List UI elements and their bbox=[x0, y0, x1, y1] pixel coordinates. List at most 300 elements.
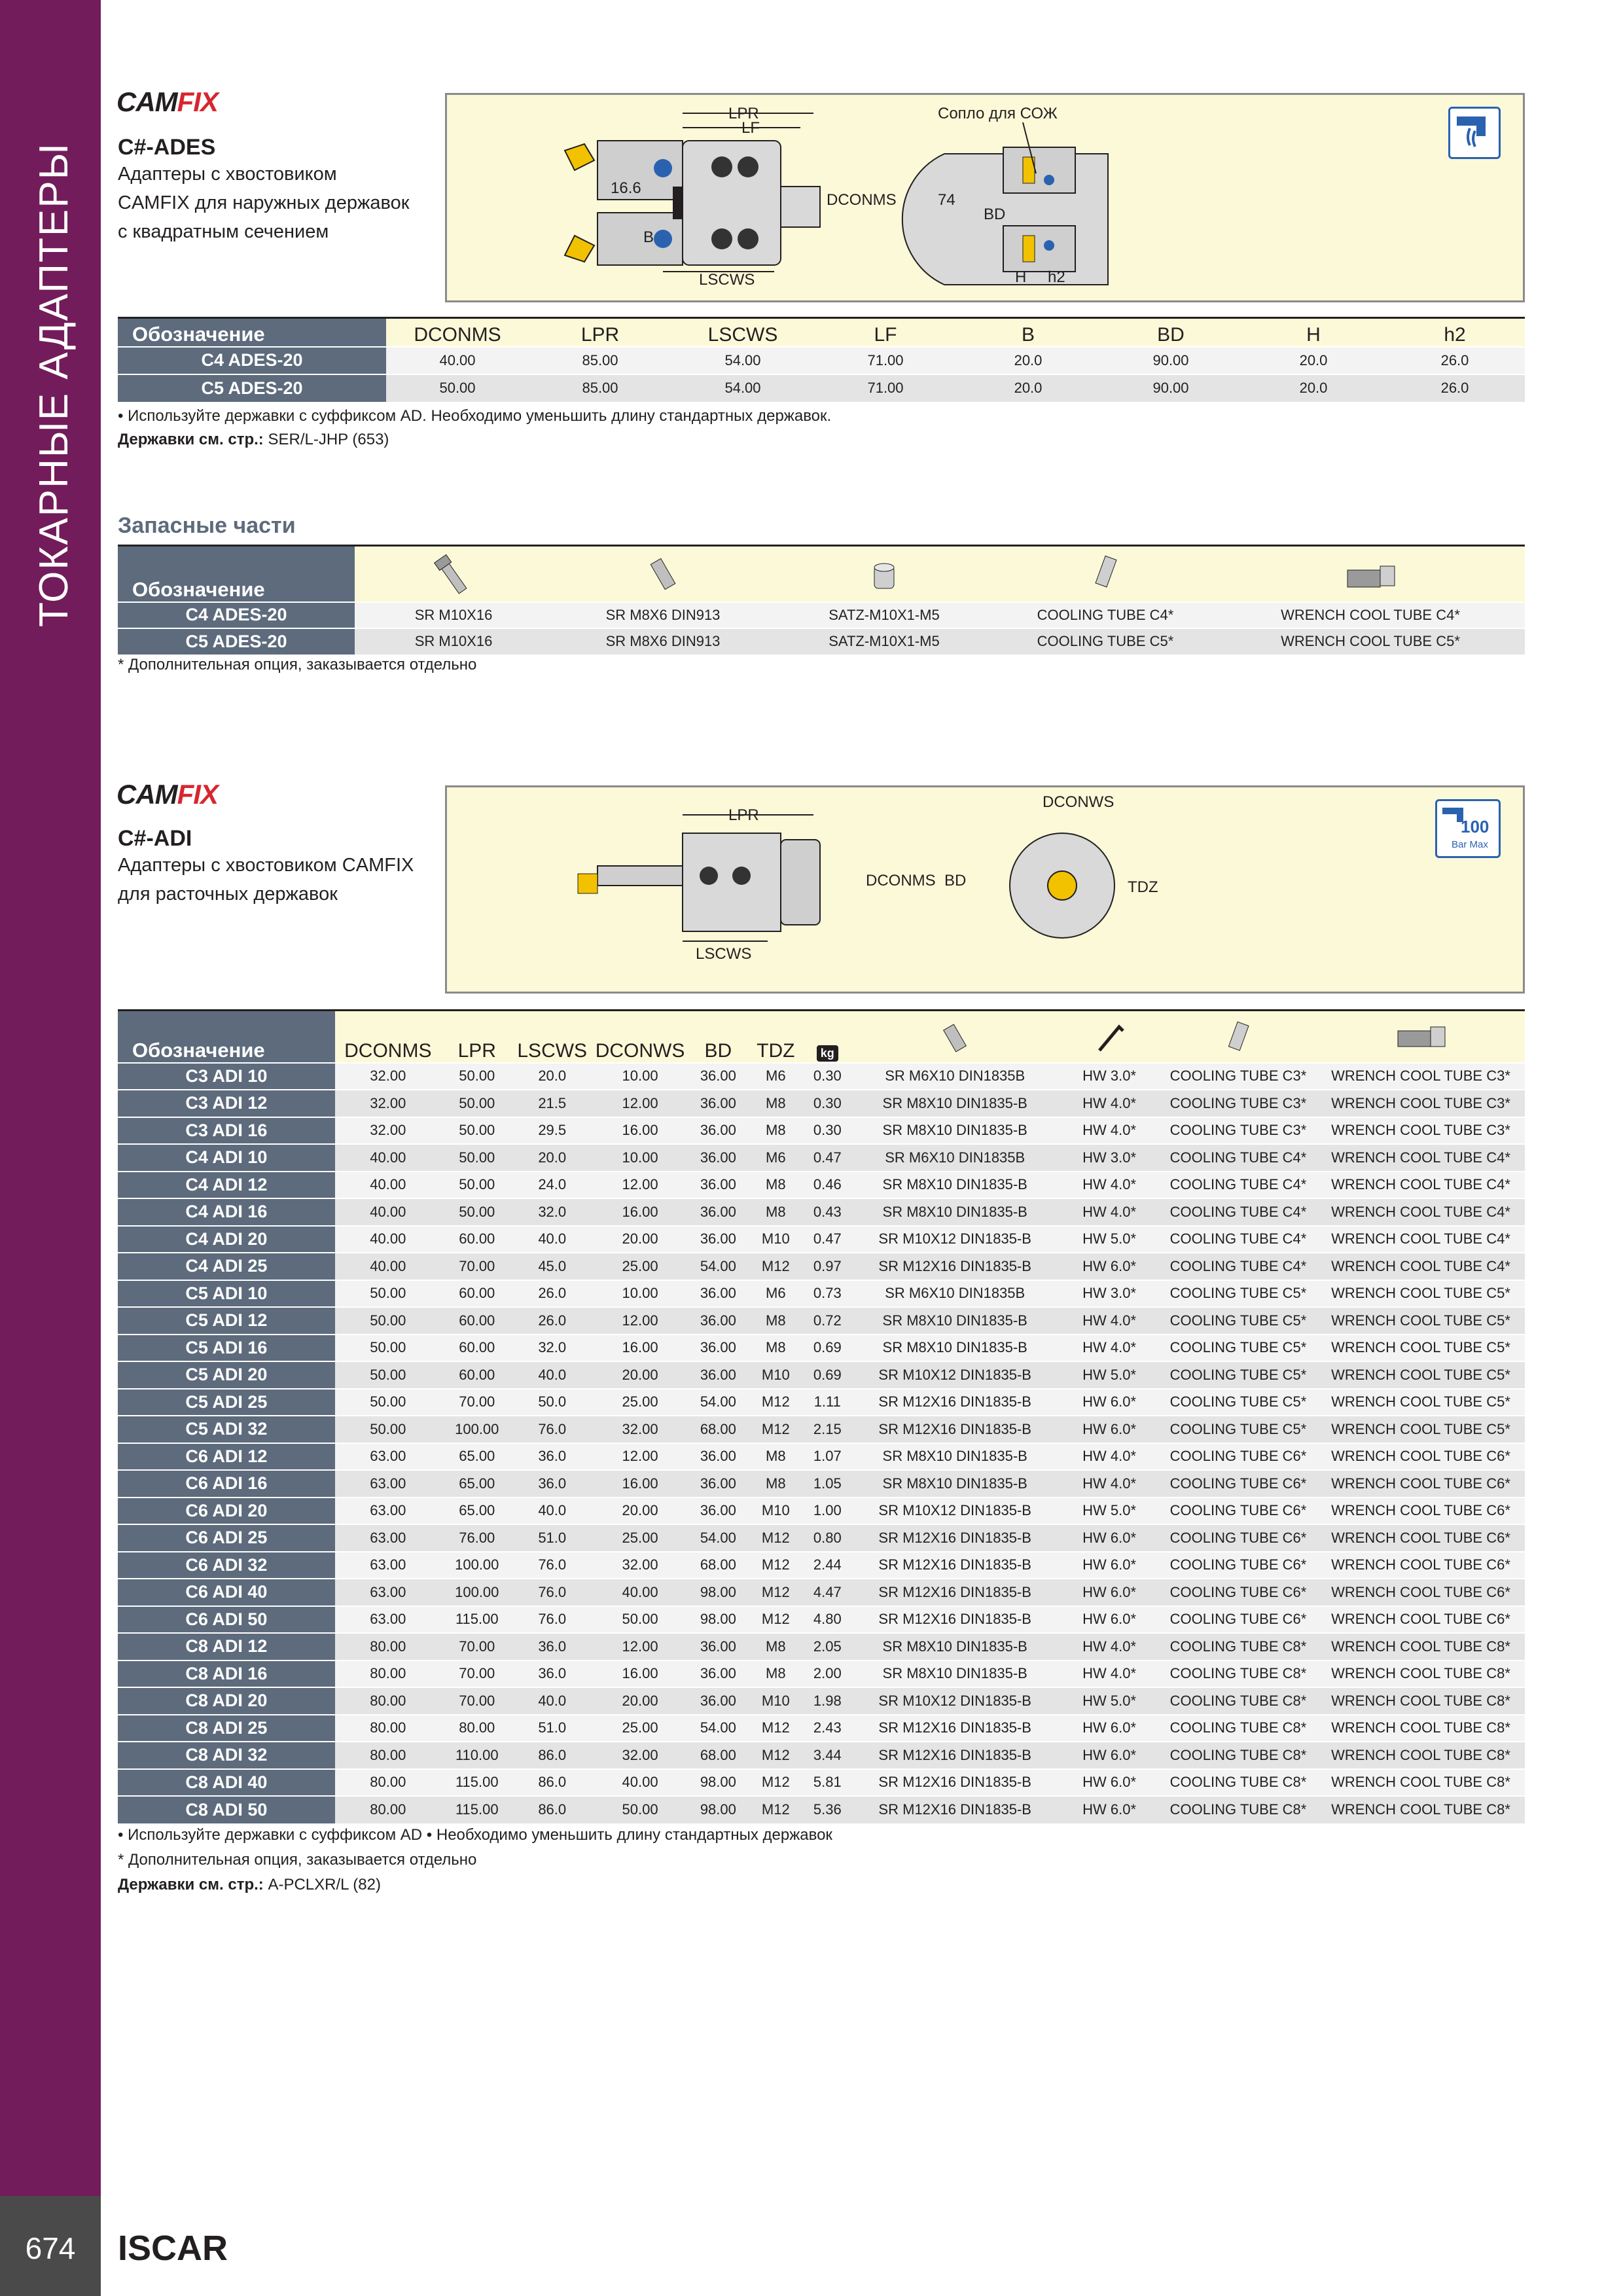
cell: 80.00 bbox=[441, 1715, 513, 1742]
row-designation: C6 ADI 40 bbox=[118, 1579, 335, 1606]
cell: 32.0 bbox=[513, 1335, 592, 1362]
cell: 1.07 bbox=[804, 1443, 851, 1471]
technical-drawing-adi bbox=[445, 785, 1525, 994]
cell: 2.44 bbox=[804, 1552, 851, 1579]
cell: 2.15 bbox=[804, 1416, 851, 1443]
row-designation: C6 ADI 16 bbox=[118, 1470, 335, 1498]
cell: 40.00 bbox=[335, 1172, 441, 1199]
row-designation: C5 ADES-20 bbox=[118, 628, 355, 655]
cell: 115.00 bbox=[441, 1796, 513, 1823]
cell: WRENCH COOL TUBE C6* bbox=[1317, 1470, 1525, 1498]
cell: 40.0 bbox=[513, 1226, 592, 1253]
cell: 1.11 bbox=[804, 1389, 851, 1416]
cell: 60.00 bbox=[441, 1335, 513, 1362]
table-row bbox=[118, 1144, 1525, 1172]
cell: COOLING TUBE C6* bbox=[1160, 1498, 1317, 1525]
cell: 86.0 bbox=[513, 1769, 592, 1797]
cell: 70.00 bbox=[441, 1660, 513, 1688]
row-designation: C4 ADI 20 bbox=[118, 1226, 335, 1253]
cell: 60.00 bbox=[441, 1307, 513, 1335]
desc-line: Адаптеры с хвостовиком bbox=[118, 164, 337, 185]
cell: 36.00 bbox=[688, 1443, 747, 1471]
table-row bbox=[118, 1742, 1525, 1769]
cell: SR M12X16 DIN1835-B bbox=[851, 1769, 1059, 1797]
cell: 50.0 bbox=[513, 1389, 592, 1416]
cell: 5.81 bbox=[804, 1769, 851, 1797]
row-designation: C3 ADI 12 bbox=[118, 1090, 335, 1117]
row-designation: C6 ADI 20 bbox=[118, 1498, 335, 1525]
section-code: C#-ADI bbox=[118, 826, 192, 851]
section-code: C#-ADES bbox=[118, 135, 216, 160]
table-row bbox=[118, 1253, 1525, 1280]
cell: WRENCH COOL TUBE C5* bbox=[1317, 1280, 1525, 1308]
cell: 36.00 bbox=[688, 1090, 747, 1117]
cell: COOLING TUBE C3* bbox=[1160, 1090, 1317, 1117]
wrench-icon bbox=[1317, 1011, 1525, 1063]
ades-holders-note: Державки см. стр.: SER/L-JHP (653) bbox=[118, 431, 389, 448]
cell: M8 bbox=[747, 1443, 804, 1471]
col-header-lf: LF bbox=[814, 318, 957, 347]
cell: 40.00 bbox=[335, 1226, 441, 1253]
cell: 71.00 bbox=[814, 374, 957, 402]
cell: SR M12X16 DIN1835-B bbox=[851, 1552, 1059, 1579]
cell: COOLING TUBE C6* bbox=[1160, 1552, 1317, 1579]
cell: COOLING TUBE C8* bbox=[1160, 1660, 1317, 1688]
cell: 25.00 bbox=[592, 1715, 689, 1742]
cell: 36.00 bbox=[688, 1144, 747, 1172]
cell: 63.00 bbox=[335, 1606, 441, 1634]
cell: 50.00 bbox=[441, 1117, 513, 1145]
cell: 40.0 bbox=[513, 1498, 592, 1525]
row-designation: C5 ADI 12 bbox=[118, 1307, 335, 1335]
cell: M12 bbox=[747, 1253, 804, 1280]
cell: COOLING TUBE C8* bbox=[1160, 1633, 1317, 1660]
cell: SR M6X10 DIN1835B bbox=[851, 1144, 1059, 1172]
cell: 80.00 bbox=[335, 1660, 441, 1688]
cell: 32.00 bbox=[335, 1063, 441, 1090]
cell: 50.00 bbox=[335, 1280, 441, 1308]
side-title: ТОКАРНЫЕ АДАПТЕРЫ bbox=[31, 142, 77, 627]
cell: M10 bbox=[747, 1226, 804, 1253]
cell: 54.00 bbox=[671, 347, 814, 374]
cell: M8 bbox=[747, 1335, 804, 1362]
cell: M8 bbox=[747, 1172, 804, 1199]
cell: 21.5 bbox=[513, 1090, 592, 1117]
desc-line: CAMFIX для наружных державок bbox=[118, 192, 410, 213]
cell: HW 6.0* bbox=[1059, 1579, 1160, 1606]
cell: 32.0 bbox=[513, 1198, 592, 1226]
table-row bbox=[118, 1280, 1525, 1308]
cell: 12.00 bbox=[592, 1307, 689, 1335]
table-row bbox=[118, 628, 1525, 655]
cell: 36.0 bbox=[513, 1470, 592, 1498]
cell: SR M8X10 DIN1835-B bbox=[851, 1470, 1059, 1498]
cell: WRENCH COOL TUBE C5* bbox=[1317, 1335, 1525, 1362]
row-designation: C3 ADI 16 bbox=[118, 1117, 335, 1145]
col-header-bd: BD bbox=[1099, 318, 1242, 347]
cell: COOLING TUBE C4* bbox=[1160, 1198, 1317, 1226]
cell: HW 6.0* bbox=[1059, 1416, 1160, 1443]
cell: 76.00 bbox=[441, 1524, 513, 1552]
cell: 36.00 bbox=[688, 1687, 747, 1715]
cell: SR M8X10 DIN1835-B bbox=[851, 1090, 1059, 1117]
spare-col-header-designation: Обозначение bbox=[118, 546, 355, 602]
cell: 100.00 bbox=[441, 1416, 513, 1443]
cell: 12.00 bbox=[592, 1443, 689, 1471]
cell: 68.00 bbox=[688, 1416, 747, 1443]
cell: 0.30 bbox=[804, 1117, 851, 1145]
cell: 20.00 bbox=[592, 1687, 689, 1715]
row-designation: C6 ADI 25 bbox=[118, 1524, 335, 1552]
cell: 36.00 bbox=[688, 1226, 747, 1253]
cell: M10 bbox=[747, 1687, 804, 1715]
cell: COOLING TUBE C4* bbox=[1160, 1144, 1317, 1172]
cell: SR M8X10 DIN1835-B bbox=[851, 1307, 1059, 1335]
cell: COOLING TUBE C6* bbox=[1160, 1524, 1317, 1552]
cell: 40.0 bbox=[513, 1687, 592, 1715]
cell: SR M8X10 DIN1835-B bbox=[851, 1633, 1059, 1660]
cell: HW 3.0* bbox=[1059, 1144, 1160, 1172]
cell: 98.00 bbox=[688, 1606, 747, 1634]
cell: M8 bbox=[747, 1090, 804, 1117]
cell: WRENCH COOL TUBE C6* bbox=[1317, 1579, 1525, 1606]
cell: SR M12X16 DIN1835-B bbox=[851, 1253, 1059, 1280]
cell: 60.00 bbox=[441, 1280, 513, 1308]
cell: 50.00 bbox=[335, 1416, 441, 1443]
table-row bbox=[118, 1063, 1525, 1090]
cell: 0.69 bbox=[804, 1335, 851, 1362]
cell: 40.00 bbox=[335, 1198, 441, 1226]
cell: 86.0 bbox=[513, 1796, 592, 1823]
cell: 16.00 bbox=[592, 1470, 689, 1498]
cell: M12 bbox=[747, 1796, 804, 1823]
cell: 20.0 bbox=[513, 1144, 592, 1172]
cell: COOLING TUBE C4* bbox=[1160, 1253, 1317, 1280]
cell: COOLING TUBE C5* bbox=[995, 628, 1216, 655]
cell: 26.0 bbox=[513, 1280, 592, 1308]
cell: SR M12X16 DIN1835-B bbox=[851, 1742, 1059, 1769]
table-row bbox=[118, 1335, 1525, 1362]
cell: 115.00 bbox=[441, 1606, 513, 1634]
cell: 40.00 bbox=[592, 1579, 689, 1606]
camfix-logo: CAMFIX bbox=[116, 779, 218, 810]
table-row bbox=[118, 1470, 1525, 1498]
cooling-tube-icon bbox=[995, 546, 1216, 602]
cell: 36.00 bbox=[688, 1198, 747, 1226]
cell: 70.00 bbox=[441, 1253, 513, 1280]
cell: HW 4.0* bbox=[1059, 1633, 1160, 1660]
cell: WRENCH COOL TUBE C5* bbox=[1317, 1307, 1525, 1335]
cell: WRENCH COOL TUBE C8* bbox=[1317, 1769, 1525, 1797]
cell: 110.00 bbox=[441, 1742, 513, 1769]
cell: HW 3.0* bbox=[1059, 1063, 1160, 1090]
cell: M12 bbox=[747, 1742, 804, 1769]
dim-bd-label: BD bbox=[944, 872, 967, 889]
cell: HW 6.0* bbox=[1059, 1552, 1160, 1579]
screw-icon bbox=[851, 1011, 1059, 1063]
adi-table-body bbox=[118, 1063, 1525, 1823]
col-header-h2: h2 bbox=[1385, 318, 1525, 347]
cell: HW 4.0* bbox=[1059, 1443, 1160, 1471]
cell: 0.46 bbox=[804, 1172, 851, 1199]
row-designation: C5 ADI 10 bbox=[118, 1280, 335, 1308]
cell: HW 5.0* bbox=[1059, 1687, 1160, 1715]
table-row bbox=[118, 374, 1525, 402]
cell: SR M8X10 DIN1835-B bbox=[851, 1198, 1059, 1226]
cell: SR M8X10 DIN1835-B bbox=[851, 1172, 1059, 1199]
cell: 36.00 bbox=[688, 1172, 747, 1199]
coolant-100-bar-icon bbox=[1435, 799, 1501, 858]
cell: 36.00 bbox=[688, 1307, 747, 1335]
cell: COOLING TUBE C5* bbox=[1160, 1416, 1317, 1443]
cell: SR M10X16 bbox=[355, 602, 552, 628]
cell: 25.00 bbox=[592, 1253, 689, 1280]
cell: WRENCH COOL TUBE C4* bbox=[1216, 602, 1525, 628]
cell: 36.00 bbox=[688, 1063, 747, 1090]
table-row bbox=[118, 1389, 1525, 1416]
cell: 65.00 bbox=[441, 1498, 513, 1525]
row-designation: C8 ADI 20 bbox=[118, 1687, 335, 1715]
cell: 63.00 bbox=[335, 1579, 441, 1606]
section-description bbox=[118, 160, 458, 246]
ades-spec-table bbox=[118, 317, 1525, 402]
table-row bbox=[118, 1769, 1525, 1797]
table-row bbox=[118, 1552, 1525, 1579]
dim-lpr-label: LPR bbox=[728, 105, 759, 122]
cell: HW 4.0* bbox=[1059, 1172, 1160, 1199]
cell: 50.00 bbox=[441, 1063, 513, 1090]
dim-h-label: H bbox=[1015, 268, 1027, 286]
cell: 86.0 bbox=[513, 1742, 592, 1769]
row-designation: C8 ADI 16 bbox=[118, 1660, 335, 1688]
cell: 4.80 bbox=[804, 1606, 851, 1634]
col-header-lscws: LSCWS bbox=[671, 318, 814, 347]
table-row bbox=[118, 1117, 1525, 1145]
cell: 50.00 bbox=[441, 1172, 513, 1199]
row-designation: C8 ADI 12 bbox=[118, 1633, 335, 1660]
cell: COOLING TUBE C5* bbox=[1160, 1389, 1317, 1416]
spare-parts-note: * Дополнительная опция, заказывается отдельно bbox=[118, 656, 477, 673]
cell: 12.00 bbox=[592, 1090, 689, 1117]
cell: HW 3.0* bbox=[1059, 1280, 1160, 1308]
cell: 36.00 bbox=[688, 1660, 747, 1688]
cell: 98.00 bbox=[688, 1579, 747, 1606]
dim-h2-label: h2 bbox=[1048, 268, 1065, 286]
cell: WRENCH COOL TUBE C5* bbox=[1317, 1361, 1525, 1389]
cell: SR M12X16 DIN1835-B bbox=[851, 1715, 1059, 1742]
adi-drawing-svg bbox=[447, 787, 1523, 992]
desc-line: с квадратным сечением bbox=[118, 221, 329, 242]
cell: 4.47 bbox=[804, 1579, 851, 1606]
cell: SR M8X10 DIN1835-B bbox=[851, 1443, 1059, 1471]
cell: M12 bbox=[747, 1606, 804, 1634]
cell: 26.0 bbox=[1385, 347, 1525, 374]
cell: 76.0 bbox=[513, 1552, 592, 1579]
cell: 70.00 bbox=[441, 1633, 513, 1660]
section-description bbox=[118, 851, 458, 908]
cell: M12 bbox=[747, 1579, 804, 1606]
adi-col-header-tdz: TDZ bbox=[747, 1011, 804, 1063]
cell: HW 4.0* bbox=[1059, 1660, 1160, 1688]
row-designation: C3 ADI 10 bbox=[118, 1063, 335, 1090]
dim-tdz-label: TDZ bbox=[1128, 878, 1158, 896]
row-designation: C8 ADI 40 bbox=[118, 1769, 335, 1797]
cell: COOLING TUBE C5* bbox=[1160, 1280, 1317, 1308]
cell: M8 bbox=[747, 1470, 804, 1498]
table-row bbox=[118, 1796, 1525, 1823]
cell: WRENCH COOL TUBE C8* bbox=[1317, 1796, 1525, 1823]
cell: 36.00 bbox=[688, 1633, 747, 1660]
cell: 5.36 bbox=[804, 1796, 851, 1823]
cell: HW 5.0* bbox=[1059, 1361, 1160, 1389]
cell: 32.00 bbox=[592, 1552, 689, 1579]
cell: HW 5.0* bbox=[1059, 1498, 1160, 1525]
table-row bbox=[118, 1660, 1525, 1688]
cell: COOLING TUBE C5* bbox=[1160, 1361, 1317, 1389]
cell: 16.00 bbox=[592, 1117, 689, 1145]
coolant-icon bbox=[1448, 107, 1501, 159]
cell: 20.00 bbox=[592, 1226, 689, 1253]
cell: 20.0 bbox=[957, 374, 1099, 402]
cell: HW 4.0* bbox=[1059, 1470, 1160, 1498]
cell: 50.00 bbox=[335, 1335, 441, 1362]
page-number: 674 bbox=[25, 2231, 76, 2265]
cell: 2.00 bbox=[804, 1660, 851, 1688]
table-row bbox=[118, 1579, 1525, 1606]
cell: 20.0 bbox=[1242, 374, 1385, 402]
cell: HW 6.0* bbox=[1059, 1742, 1160, 1769]
cell: 1.00 bbox=[804, 1498, 851, 1525]
pressure-value: 100 bbox=[1461, 817, 1489, 836]
dim-dconms-label: DCONMS bbox=[866, 872, 936, 889]
cell: 40.00 bbox=[335, 1144, 441, 1172]
cell: 0.43 bbox=[804, 1198, 851, 1226]
cell: 10.00 bbox=[592, 1280, 689, 1308]
cell: 45.0 bbox=[513, 1253, 592, 1280]
row-designation: C6 ADI 12 bbox=[118, 1443, 335, 1471]
cell: 24.0 bbox=[513, 1172, 592, 1199]
cell: COOLING TUBE C3* bbox=[1160, 1117, 1317, 1145]
cell: 40.00 bbox=[592, 1769, 689, 1797]
adi-col-header-bd: BD bbox=[688, 1011, 747, 1063]
table-row bbox=[118, 1443, 1525, 1471]
table-row bbox=[118, 1524, 1525, 1552]
nut-icon bbox=[774, 546, 995, 602]
cell: SR M12X16 DIN1835-B bbox=[851, 1796, 1059, 1823]
adi-col-header-designation: Обозначение bbox=[118, 1011, 335, 1063]
technical-drawing-ades bbox=[445, 93, 1525, 302]
cell: 76.0 bbox=[513, 1606, 592, 1634]
cell: 12.00 bbox=[592, 1633, 689, 1660]
cell: 54.00 bbox=[688, 1253, 747, 1280]
cell: 0.72 bbox=[804, 1307, 851, 1335]
cell: 26.0 bbox=[513, 1307, 592, 1335]
cell: 20.0 bbox=[957, 347, 1099, 374]
cell: 36.00 bbox=[688, 1470, 747, 1498]
cell: 0.69 bbox=[804, 1361, 851, 1389]
cell: 76.0 bbox=[513, 1416, 592, 1443]
row-designation: C4 ADES-20 bbox=[118, 347, 386, 374]
row-designation: C5 ADI 32 bbox=[118, 1416, 335, 1443]
cell: 36.00 bbox=[688, 1117, 747, 1145]
cell: SR M8X10 DIN1835-B bbox=[851, 1335, 1059, 1362]
cell: HW 6.0* bbox=[1059, 1715, 1160, 1742]
cell: 40.00 bbox=[335, 1253, 441, 1280]
cell: 80.00 bbox=[335, 1769, 441, 1797]
cell: COOLING TUBE C4* bbox=[995, 602, 1216, 628]
cell: 80.00 bbox=[335, 1742, 441, 1769]
cell: 50.00 bbox=[335, 1389, 441, 1416]
cell: HW 4.0* bbox=[1059, 1335, 1160, 1362]
cell: HW 5.0* bbox=[1059, 1226, 1160, 1253]
table-row bbox=[118, 1715, 1525, 1742]
table-row bbox=[118, 1172, 1525, 1199]
cell: 63.00 bbox=[335, 1470, 441, 1498]
table-row bbox=[118, 1198, 1525, 1226]
cell: SR M8X6 DIN913 bbox=[552, 628, 774, 655]
table-row bbox=[118, 1687, 1525, 1715]
row-designation: C6 ADI 50 bbox=[118, 1606, 335, 1634]
spare-parts-title: Запасные части bbox=[118, 513, 296, 538]
cell: 0.30 bbox=[804, 1090, 851, 1117]
cell: 80.00 bbox=[335, 1687, 441, 1715]
cell: WRENCH COOL TUBE C6* bbox=[1317, 1498, 1525, 1525]
cell: WRENCH COOL TUBE C5* bbox=[1216, 628, 1525, 655]
adi-col-header-dconws: DCONWS bbox=[592, 1011, 689, 1063]
camfix-logo: CAMFIX bbox=[116, 86, 218, 117]
cell: 25.00 bbox=[592, 1524, 689, 1552]
cell: M12 bbox=[747, 1524, 804, 1552]
adi-col-header-dconms: DCONMS bbox=[335, 1011, 441, 1063]
cell: 10.00 bbox=[592, 1063, 689, 1090]
cell: WRENCH COOL TUBE C3* bbox=[1317, 1090, 1525, 1117]
cell: M6 bbox=[747, 1280, 804, 1308]
adi-optional-note: * Дополнительная опция, заказывается отдельно bbox=[118, 1851, 477, 1869]
cell: SR M10X12 DIN1835-B bbox=[851, 1687, 1059, 1715]
row-designation: C6 ADI 32 bbox=[118, 1552, 335, 1579]
cell: 36.0 bbox=[513, 1660, 592, 1688]
cell: COOLING TUBE C8* bbox=[1160, 1742, 1317, 1769]
cell: WRENCH COOL TUBE C6* bbox=[1317, 1524, 1525, 1552]
row-designation: C4 ADI 25 bbox=[118, 1253, 335, 1280]
cell: SATZ-M10X1-M5 bbox=[774, 628, 995, 655]
cell: M8 bbox=[747, 1198, 804, 1226]
cell: WRENCH COOL TUBE C4* bbox=[1317, 1172, 1525, 1199]
cell: 0.30 bbox=[804, 1063, 851, 1090]
cell: M8 bbox=[747, 1633, 804, 1660]
cell: M12 bbox=[747, 1389, 804, 1416]
cell: SR M12X16 DIN1835-B bbox=[851, 1579, 1059, 1606]
cell: 76.0 bbox=[513, 1579, 592, 1606]
cell: SR M8X10 DIN1835-B bbox=[851, 1117, 1059, 1145]
cell: WRENCH COOL TUBE C6* bbox=[1317, 1443, 1525, 1471]
cell: SR M12X16 DIN1835-B bbox=[851, 1606, 1059, 1634]
cell: 50.00 bbox=[386, 374, 529, 402]
col-header-b: B bbox=[957, 318, 1099, 347]
adi-spec-table bbox=[118, 1009, 1525, 1823]
cell: 50.00 bbox=[441, 1144, 513, 1172]
nozzle-label: Сопло для СОЖ bbox=[938, 105, 1058, 122]
table-row bbox=[118, 1090, 1525, 1117]
brand-footer: ISCAR bbox=[118, 2229, 228, 2268]
cell: 54.00 bbox=[671, 374, 814, 402]
adi-col-header-lpr: LPR bbox=[441, 1011, 513, 1063]
table-row bbox=[118, 1606, 1525, 1634]
row-designation: C8 ADI 25 bbox=[118, 1715, 335, 1742]
cell: SR M10X16 bbox=[355, 628, 552, 655]
cell: 2.43 bbox=[804, 1715, 851, 1742]
cell: COOLING TUBE C6* bbox=[1160, 1443, 1317, 1471]
